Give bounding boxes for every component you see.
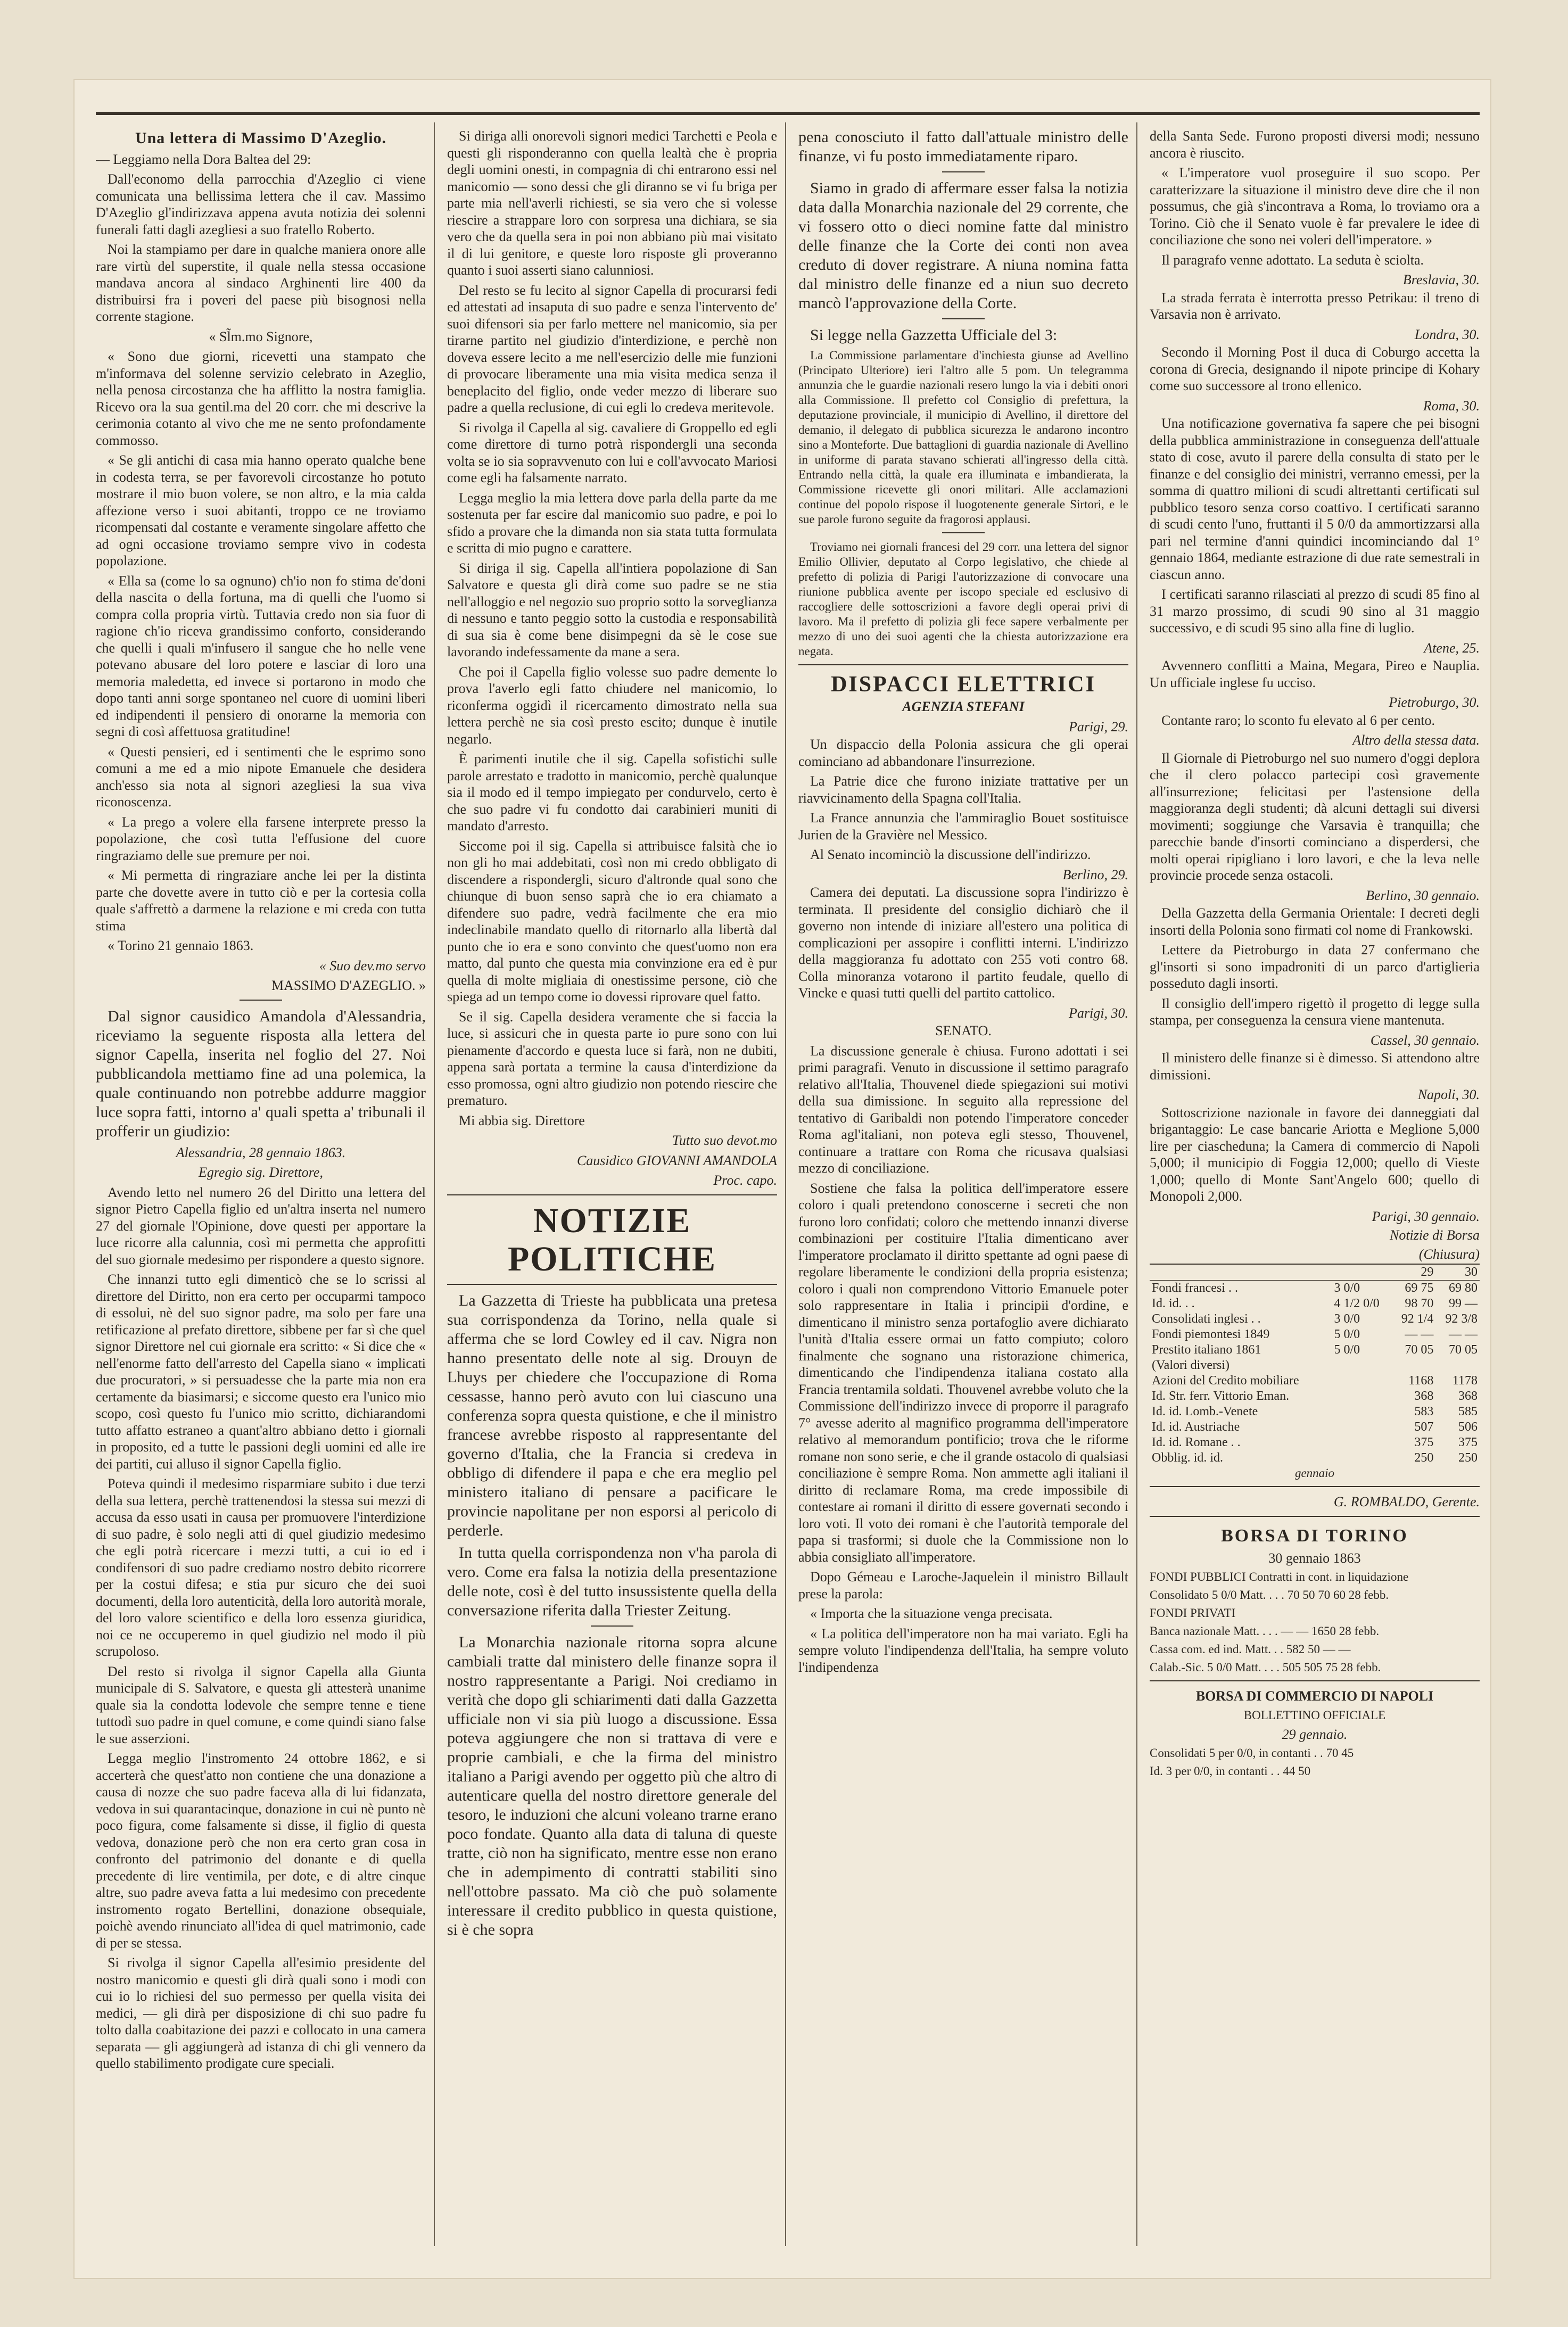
paragraph: pena conosciuto il fatto dall'attuale ministro delle finanze, vi fu posto immediatamente riparo.	[798, 128, 1128, 165]
dateline: Londra, 30.	[1414, 326, 1480, 342]
subheading: SENATO.	[935, 1023, 992, 1038]
paragraph: Poteva quindi il medesimo risparmiare subito i due terzi della sua lettera, perchè trattenendosi la stessa sui mezzi di accusa da esso usati in causa per promuovere l'interdizione di suo padre, è solo negli atti di quel giudizio medesimo che egli potrà ricercare i mezzi tutti, a cui io ed i condifensori di suo padre crediamo nostro debito ricorrere per la costui difesa; e stia pur sicuro che dei suoi documenti, della loro autenticità, della loro autorità morale, del loro valore scientifico e della loro essenza giuridica, noi ce ne occuperemo in quel giudizio nel modo il più scrupoloso.	[96, 1476, 426, 1659]
column-rule	[785, 122, 786, 2246]
dateline: Atene, 25.	[1424, 640, 1480, 656]
paragraph: Un dispaccio della Polonia assicura che gli operai cominciano ad abbandonare l'insurrezione.	[798, 737, 1128, 769]
paragraph: Avendo letto nel numero 26 del Diritto una lettera del signor Pietro Capella figlio ed un'altra inserta nel numero 27 del giornale l'Opinione, dove questi per apportare la luce ricorre alla calunnia, così mi permetta che approfitti del suo giornale medesimo per rispondere a questo signore.	[96, 1184, 426, 1267]
paragraph: Dall'economo della parrocchia d'Azeglio ci viene comunicata una bellissima lettera che il cav. Massimo D'Azeglio gl'indirizzava appena avuta notizia dei solenni funerali fatti dagli azegliesi a suo fratello Roberto.	[96, 171, 426, 237]
paragraph: « Ella sa (come lo sa ognuno) ch'io non fo stima de'doni della nascita o della fortuna, ma di quelli che l'uomo si compra colla propria virtù. Tuttavia credo non sia fuor di ragione ch'io riceva grandissimo conforto, considerando che quelli i quali m'infusero il sangue che ho nelle vene potevano abusare del loro potere e lasciar di loro una memoria maledetta, ed invece si portarono in modo che dopo tanti anni sorge spontaneo nel cuore di uomini liberi ed indipendenti il pensiero di onorarne la memoria con segni di così affettuosa gratitudine!	[96, 573, 426, 739]
top-rule	[96, 112, 1480, 115]
paragraph: Siccome poi il sig. Capella si attribuisce falsità che io non gli ho mai addebitati, così non mi credo obbligato di discendere a rispondergli, sicuro d'altronde qual sono che chiunque di buon senso saprà che io era chiamato a difendere suo padre, vedrà facilmente che era mio indeclinabile mandato quello di ritornarlo alla libertà dal punto che io era e sono convinto che quest'uomo non era matto, dal punto che questa mia convinzione era ed è pur quella di molte migliaia di onestissime persone, ciò che spiega ad un tempo come io dovessi riprovare quel fatto.	[447, 838, 777, 1004]
section-heading: NOTIZIE POLITICHE	[507, 1201, 717, 1278]
napoli-date: 29 gennaio.	[1282, 1726, 1348, 1742]
table-cell	[1332, 1404, 1391, 1420]
paragraph: La Monarchia nazionale ritorna sopra alcune cambiali tratte dal ministero delle finanze sopra il nostro rappresentante a Parigi. Noi crediamo in verità che dopo gli schiarimenti dati dalla Gazzetta ufficiale non vi sia più luogo a discussione. Essa poteva aggiungere che non si trattava di vere e proprie cambiali, e che la firma del ministro italiano a Parigi avendo per oggetto più che altro di autenticare quella del nostro direttore generale del tesoro, le induzioni che alcuni voleano trarne erano poco fondate. Quanto alla data di taluna di queste tratte, ciò non ha significato, mentre esse non erano che in adempimento di contratti stabiliti sino nell'ottobre passato. Ma ciò che può solamente interessare il credito pubblico in questa quistione, si è che sopra	[447, 1633, 777, 1938]
separator	[591, 1625, 633, 1627]
signature: Tutto suo devot.mo	[672, 1133, 777, 1148]
table-cell	[1332, 1264, 1391, 1281]
paragraph: Il consiglio dell'impero rigettò il progetto di legge sulla stampa, per conseguenza la censura viene mantenuta.	[1150, 995, 1480, 1028]
paragraph: Legga meglio la mia lettera dove parla della parte da me sostenuta per far escire dal manicomio suo padre, e poi lo sfido a provare che la dimanda non sia stata tutta formulata e scritta di mio pugno e carattere.	[447, 490, 777, 556]
column-4	[1150, 128, 1480, 2246]
napoli-row: Id. 3 per 0/0, in contanti . . 44 50	[1150, 1764, 1311, 1778]
separator	[240, 1000, 282, 1001]
paragraph: Si diriga alli onorevoli signori medici Tarchetti e Peola e questi gli risponderanno con quella lealtà che è propria degli uomini onesti, in compagnia di chi entrarono essi nel manicomio — sono dessi che gli diranno se vi fu briga per parte mia nell'averli richiesti, se sia vero che si volesse riescire a strappare loro con sorpresa una dichiara, se sia vero che da quella sera in poi non abbiano più mai visitato il di lui genitore, e queste loro risposte gli proveranno quanto i suoi asserti siano calunniosi.	[447, 128, 777, 278]
paragraph: Mi abbia sig. Direttore	[459, 1112, 585, 1128]
paragraph: Sottoscrizione nazionale in favore dei danneggiati dal brigantaggio: Le case bancarie Ariotta e Meglione 5,000 lire per ciascheduna; la Camera di commercio di Napoli 5,000; il municipio di Foggia 12,000; quello di Vieste 1,000; quello di Monte Sant'Angelo 600; quello di Monopoli 2,000.	[1150, 1104, 1480, 1204]
table-cell: Id. id. . .	[1152, 1297, 1195, 1310]
table-cell: — —	[1449, 1327, 1478, 1341]
table-cell: Obblig. id. id.	[1152, 1451, 1224, 1465]
paragraph: Dopo Gémeau e Laroche-Jaquelein il ministro Billault prese la parola:	[798, 1569, 1128, 1602]
borsa-row: Consolidato 5 0/0 Matt. . . . 70 50 70 60 28 febb.	[1150, 1588, 1389, 1602]
paragraph: In tutta quella corrispondenza non v'ha parola di vero. Come era falsa la notizia della presentazione delle note, così è del tutto insussistente quella della conversazione riferita dalla Triester Zeitung.	[447, 1544, 777, 1619]
table-cell: Azioni del Credito mobiliare	[1152, 1374, 1299, 1388]
table-cell: 30	[1465, 1265, 1478, 1279]
paragraph: Sostiene che falsa la politica dell'imperatore essere coloro i quali pretendono conoscerne i secreti che non furono loro confidati; coloro che mettendo innanzi diverse combinazioni per costituire l'Italia dimenticano aver l'imperatore proclamato il diritto spettante ad ogni paese di regolare liberamente le condizioni della propria esistenza; coloro i quali non comprendono Vittorio Emanuele poter solo rappresentare in Italia i principii d'ordine, e dimenticano il ministro senza portafoglio avere dichiarato l'unità d'Italia essere ormai un fatto compiuto; coloro finalmente che sognano una ristorazione chimerica, dimenticando che l'indipendenza italiana costato alla Francia trentamila soldati. Thouvenel avrebbe voluto che la Commissione dell'indirizzo invece di proporre il paragrafo 7° avesse aderito al magnifico programma dell'imperatore relativo al memorandum pontificio; trova che le riforme romane non sono serie, e che il grande ostacolo di qualsiasi conciliazione è sempre Roma. Non ammette agli italiani il diritto di reclamare Roma, ma crede impossibile di contestare ai romani il diritto di essere governati secondo i loro voti. Il voto dei romani è che l'autorità temporale del papa si trasformi; si duole che la Commissione non lo abbia consigliato all'imperatore.	[798, 1180, 1128, 1565]
table-cell: 583	[1414, 1405, 1434, 1418]
table-row	[1150, 1450, 1480, 1466]
paragraph: Della Gazzetta della Germania Orientale: I decreti degli insorti della Polonia sono firmati col nome di Frankowski.	[1150, 905, 1480, 938]
column-rule	[1136, 122, 1137, 2246]
column-3	[798, 128, 1128, 2246]
table-cell: (Valori diversi)	[1152, 1358, 1229, 1372]
paragraph: Che poi il Capella figlio volesse suo padre demente lo prova l'averlo egli fatto chiudere nel manicomio, lo riconferma oggidì il ricercamento dimostrato nella sua lettera perchè ne sia così presto escito; dunque è inutile negarlo.	[447, 664, 777, 747]
section-subheading: AGENZIA STEFANI	[902, 699, 1025, 714]
table-cell: 368	[1414, 1389, 1434, 1403]
table-cell: 99 —	[1449, 1297, 1478, 1310]
table-cell: Prestito italiano 1861	[1152, 1343, 1261, 1357]
paragraph: « Importa che la situazione venga precisata.	[810, 1606, 1053, 1621]
paragraph: La Commissione parlamentare d'inchiesta giunse ad Avellino (Principato Ulteriore) ieri l'altro alle 5 pom. Un telegramma annunzia che le guardie nazionali resero lungo la via i debiti onori alla Commissione. Il prefetto col Consiglio di prefettura, la deputazione provinciale, il municipio di Avellino, il direttore del demanio, il delegato di pubblica sicurezza le andarono incontro sino a Monteforte. Due battaglioni di guardia nazionale di Avellino in uniforme di parata stavano schierati all'ingresso della città. Entrando nella città, la quale era illuminata e imbandierata, la Commissione ricevette gli onori militari. Alle acclamazioni continue del popolo rispose il luogotenente generale Sirtori, e le sue parole furono seguite da fragorosi applausi.	[798, 349, 1128, 526]
table-cell	[1392, 1358, 1436, 1373]
table-cell: Id. id. Romane . .	[1152, 1435, 1241, 1449]
paragraph: Camera dei deputati. La discussione sopra l'indirizzo è terminata. Il presidente del consiglio dichiarò che il governo non intende di iniziare all'estero una politica di complicazioni per assopire i conflitti interni. L'indirizzo della maggioranza fu adottato con 255 voti contro 68. Colla minoranza votarono il partito feudale, quello di Vincke e quasi tutti quelli del partito cattolico.	[798, 885, 1128, 1001]
paragraph: Se il sig. Capella desidera veramente che si faccia la luce, si assicuri che in questa parte io pure sono con lui pienamente d'accordo e questa luce si farà, non ne dubiti, appena sarà portata a termine la causa d'interdizione da esso promossa, ogni altro giudizio non potendo riescire che prematuro.	[447, 1009, 777, 1108]
paragraph: Del resto si rivolga il signor Capella alla Giunta municipale di S. Salvatore, e questa gli attesterà unanime quale sia la condotta lodevole che sempre tenne e tiene tuttodì suo padre in quel comune, e come quindi siano false le sue asserzioni.	[96, 1663, 426, 1746]
column-2	[447, 128, 777, 2246]
table-row	[1150, 1420, 1480, 1435]
table-cell	[1332, 1373, 1391, 1389]
table-cell: 375	[1458, 1435, 1478, 1449]
paragraph: della Santa Sede. Furono proposti diversi modi; nessuno ancora è riuscito.	[1150, 128, 1480, 161]
table-row	[1150, 1281, 1480, 1297]
dateline: Altro della stessa data.	[1352, 732, 1480, 748]
table-cell: 4 1/2 0/0	[1334, 1297, 1380, 1310]
paragraph: « Se gli antichi di casa mia hanno operato qualche bene in codesta terra, se per favorevoli circostanze ho potuto mostrare il mio buon volere, se non altro, e la mia calda affezione verso i suoi abitanti, troppo ce ne troviamo ricompensati dal costante e veramente singolare affetto che ad ogni occasione troviamo sempre vivo in codesta popolazione.	[96, 452, 426, 568]
paragraph: Noi la stampiamo per dare in qualche maniera onore alle rare virtù del superstite, il quale nella stessa occasione mandava ancora al sindaco Arghinenti lire 400 da distribuirsi fra i poveri del paese più bisognosi nella corrente stagione.	[96, 242, 426, 324]
table-cell: Id. id. Lomb.-Venete	[1152, 1405, 1258, 1418]
paragraph: La France annunzia che l'ammiraglio Bouet sostituisce Jurien de la Gravière nel Messico.	[798, 810, 1128, 843]
paragraph: Si diriga il sig. Capella all'intiera popolazione di San Salvatore e questa gli dirà come suo padre se ne stia nell'alloggio e nel negozio suo proprio sotto la sorveglianza di nessuno e tanto peggio sotto la custodia e responsabilità di sua sia è come bene disimpegni da sè le cose sue lavorando indefessamente da mane a sera.	[447, 560, 777, 659]
paragraph: « La prego a volere ella farsene interprete presso la popolazione, che così tutta l'effusione del cuore ringraziamo delle sue premure per noi.	[96, 814, 426, 863]
table-cell: 70 05	[1449, 1343, 1478, 1357]
paragraph: « L'imperatore vuol proseguire il suo scopo. Per caratterizzare la situazione il ministro deve dire che il non possumus, che già s'incontrava a Roma, lo troviamo ora a Torino. Ciò che il Senato vuole è far prevalere le idee di conciliazione che sono nei voleri dell'imperatore. »	[1150, 165, 1480, 247]
paragraph: È parimenti inutile che il sig. Capella sofistichi sulle parole arrestato e tradotto in manicomio, perchè qualunque sia il modo ed il tempo impiegato per condurvelo, certo è che suo padre vi fu condotto dai carabinieri muniti di mandato d'arresto.	[447, 751, 777, 834]
table-cell: 70 05	[1405, 1343, 1434, 1357]
signature: Proc. capo.	[713, 1173, 777, 1188]
borsa-row: Cassa com. ed ind. Matt. . . 582 50 — —	[1150, 1643, 1351, 1656]
paragraph: Lettere da Pietroburgo in data 27 confermano che gl'insorti si sono impadroniti di un parco d'artiglieria posseduto dagli insorti.	[1150, 942, 1480, 991]
paragraph: Il ministero delle finanze si è dimesso. Si attendono altre dimissioni.	[1150, 1050, 1480, 1083]
table-row	[1150, 1435, 1480, 1450]
borsa-row: FONDI PUBBLICI Contratti in cont. in liquidazione	[1150, 1570, 1409, 1583]
table-cell	[1150, 1264, 1332, 1281]
table-cell: 69 75	[1405, 1281, 1434, 1295]
paragraph: « La politica dell'imperatore non ha mai variato. Egli ha sempre voluto l'indipendenza dell'Italia, ha sempre voluto l'indipendenza	[798, 1625, 1128, 1675]
paragraph: I certificati saranno rilasciati al prezzo di scudi 85 fino al 31 marzo prossimo, di scudi 90 sino al 31 maggio successivo, e di scudi 95 sino alla fine di luglio.	[1150, 587, 1480, 636]
table-cell: Id. id. Austriache	[1152, 1420, 1240, 1434]
table-cell: 585	[1458, 1405, 1478, 1418]
paragraph: Si rivolga il Capella al sig. cavaliere di Groppello ed egli come direttore di turno potrà rispondergli una seconda volta se io sia sopravvenuto con lui e coll'avvocato Mariosi come egli ha falsamente narrato.	[447, 419, 777, 485]
signature: MASSIMO D'AZEGLIO. »	[271, 978, 426, 993]
paragraph: La discussione generale è chiusa. Furono adottati i sei primi paragrafi. Venuto in discussione il settimo paragrafo relativo all'Italia, Thouvenel diede spiegazioni sui motivi della sua dimissione. In seguito alla repressione del tentativo di Garibaldi non potendo l'imperatore conceder Roma agl'italiani, non poteva egli stesso, Thouvenel, continuare a trattare con Roma che ricusava qualsiasi mezzo di conciliazione.	[798, 1043, 1128, 1176]
paragraph: « Sono due giorni, ricevetti una stampato che m'informava del solenne servizio celebrato in Azeglio, nella penosa circostanza che ha afflitto la nostra famiglia. Ricevo ora la sua gentil.ma del 20 corr. che mi descrive la cerimonia cotanto al vivo che me ne sento profondamente commosso.	[96, 349, 426, 448]
dateline: Pietroburgo, 30.	[1389, 695, 1480, 710]
table-cell: 507	[1414, 1420, 1434, 1434]
table-cell: 69 80	[1449, 1281, 1478, 1295]
article-title: Una lettera di Massimo D'Azeglio.	[135, 129, 387, 147]
table-row	[1150, 1404, 1480, 1420]
dateline: Napoli, 30.	[1417, 1087, 1480, 1102]
paragraph: Si rivolga il signor Capella all'esimio presidente del nostro manicomio e questi gli dirà quali sono i modi con cui io lo richiesi del suo permesso per quella visita dei medici, — gli dirà per disposizione di chi suo padre fu tolto dalla coabitazione dei pazzi e collocato in una camera separata — gli aggiungerà ad istanza di chi gli vennero da quello stabilimento prodigate cure speciali.	[96, 1955, 426, 2071]
paragraph: La strada ferrata è interrotta presso Petrikau: il treno di Varsavia non è arrivato.	[1150, 290, 1480, 322]
dateline: Berlino, 30 gennaio.	[1366, 887, 1480, 903]
table-cell: 250	[1458, 1451, 1478, 1465]
paragraph: Si legge nella Gazzetta Ufficiale del 3:	[810, 326, 1058, 344]
table-cell: 92 1/4	[1401, 1312, 1434, 1326]
table-cell: 1168	[1408, 1374, 1434, 1388]
paragraph: Una notificazione governativa fa sapere che pei bisogni della pubblica amministrazione in conseguenza dell'attuale stato di cose, avuto il parere della consulta di stato per le finanze e del consiglio dei ministri, verranno emessi, per la somma di quattro milioni di scudi altrettanti certificati sul pubblico tesoro senza corso coattivo. I certificati saranno di scudi cento l'uno, fruttanti il 5 0/0 da ammortizzarsi alla pari nel termine d'anni quindici incominciando dal 1° gennaio 1864, mediante estrazione di due rate semestrali in ciascun anno.	[1150, 416, 1480, 582]
bourse-rows	[1150, 1281, 1480, 1466]
dateline: Parigi, 30 gennaio.	[1372, 1208, 1480, 1224]
bourse-table	[1150, 1264, 1480, 1466]
paragraph: Troviamo nei giornali francesi del 29 corr. una lettera del signor Emilio Ollivier, deputato al Corpo legislativo, che chiede al prefetto di polizia di Parigi l'autorizzazione di convocare una riunione pubblica avente per iscopo speciale ed esclusivo di raccogliere delle sottoscrizioni a favore degli operai privi di lavoro. Ma il prefetto di polizia gli fece sapere verbalmente per mezzo di uno dei suoi agenti che la chiesta autorizzazione era negata.	[798, 540, 1128, 658]
paragraph: Il paragrafo venne adottato. La seduta è sciolta.	[1161, 252, 1424, 268]
table-header	[1150, 1264, 1480, 1281]
paragraph: « Questi pensieri, ed i sentimenti che le esprimo sono comuni a me ed a mio nipote Emanuele che desidera anch'esso sia nota al signori azegliesi la sua viva riconoscenza.	[96, 744, 426, 810]
separator	[1150, 1680, 1480, 1681]
paragraph: Del resto se fu lecito al signor Capella di procurarsi fedi ed attestati ad insaputa di suo padre e senza l'intervento de' suoi difensori sia per farlo mettere nel manicomio, sia per tirarne partito nel giudizio d'interdizione, e perchè non doveva essere lecito a me nell'esercizio delle mie funzioni di provocare liberamente una mia visita medica senza il beneplacito del figlio, onde veder mezzo di liberare suo padre a quella reclusione, di cui egli lo credeva meritevole.	[447, 282, 777, 415]
table-cell: 29	[1421, 1265, 1434, 1279]
table-cell	[1332, 1435, 1391, 1450]
paragraph: Che innanzi tutto egli dimenticò che se lo scrissi al direttore del Diritto, non era certo per occuparmi tampoco di essolui, nè del suo signor padre, ma solo per fare una retificazione al prefato direttore, sibbene per far sì che quel signor Direttore nel cui giornale era scritto: « Si dice che « nell'enorme fatto dell'arresto del Capella siano « implicati due procuratori, » si persuadesse che la parte mia non era certamente da biasimarsi; e siccome questo era l'unico mio scopo, così questo fu l'unico mio scritto, dichiarandomi tutto affatto estraneo a quant'altro abbiano detto i giornali in proposito, ed a tutte le passioni degli uomini ed alle ire dei partiti, cui alluso il signor Capella figlio.	[96, 1272, 426, 1472]
table-cell	[1332, 1358, 1391, 1373]
borsa-title: BORSA DI TORINO	[1221, 1525, 1408, 1546]
separator	[798, 664, 1128, 665]
table-row	[1150, 1373, 1480, 1389]
table-cell	[1332, 1450, 1391, 1466]
table-cell	[1332, 1420, 1391, 1435]
separator	[942, 532, 985, 533]
table-cell: — —	[1405, 1327, 1434, 1341]
paragraph: Siamo in grado di affermare esser falsa la notizia data dalla Monarchia nazionale del 29 corrente, che vi fossero otto o dieci nomine fatte dal ministro delle finanze che la Corte dei conti non avea creduto di dover registrare. A niuna nomina fatta dal ministro delle finanze ed a niun suo decreto mancò l'approvazione della Corte.	[798, 179, 1128, 312]
bourse-subtitle: (Chiusura)	[1418, 1246, 1480, 1262]
napoli-title: BORSA DI COMMERCIO DI NAPOLI	[1195, 1688, 1434, 1704]
table-cell: 5 0/0	[1334, 1343, 1360, 1357]
column-rule	[434, 122, 435, 2246]
separator	[447, 1284, 777, 1285]
paragraph: Il Giornale di Pietroburgo nel suo numero d'oggi deplora che il clero polacco partecipi così gravemente all'insurrezione; felicitasi per l'astensione della maggioranza degli studenti; dà alcuni dettagli sui diversi movimenti; soggiunge che Varsavia è tranquilla; che parecchie bande d'insorti cominciano a disperdersi, che molti operai ripigliano i loro lavori, e che la leva nelle provincie procede senza ostacoli.	[1150, 750, 1480, 883]
paragraph: « Torino 21 gennaio 1863.	[108, 938, 254, 953]
dateline: Berlino, 29.	[1062, 867, 1128, 882]
borsa-row: Calab.-Sic. 5 0/0 Matt. . . . 505 505 75 28 febb.	[1150, 1661, 1381, 1674]
borsa-row: FONDI PRIVATI	[1150, 1606, 1236, 1620]
borsa-date: 30 gennaio 1863	[1268, 1550, 1361, 1566]
paragraph: — Leggiamo nella Dora Baltea del 29:	[96, 151, 311, 167]
table-cell: 368	[1458, 1389, 1478, 1403]
paragraph: Al Senato incominciò la discussione dell'indirizzo.	[810, 847, 1091, 862]
table-row	[1150, 1342, 1480, 1358]
table-cell: 5 0/0	[1334, 1327, 1360, 1341]
separator	[447, 1194, 777, 1195]
table-cell	[1332, 1389, 1391, 1404]
paragraph: Legga meglio l'instromento 24 ottobre 1862, e si accerterà che quest'atto non contiene che una donazione a causa di nozze che suo padre faceva alla di lui fidanzata, vedova in sui quarantacinque, donazione in cui nè punto nè poco figura, come falsamente si disse, il figlio di questa vedova, donazione però che non era certo gran cosa in confronto del patrimonio del donante e di quella precedente di lire ventimila, per dote, e di altre cinque altre, suo padre aveva fatta a lui medesimo con precedente instromento rogato Bertellini, donazione obsequiale, poichè avendo rinunciato all'idea di quel matrimonio, cade di per se stessa.	[96, 1751, 426, 1951]
column-1	[96, 128, 426, 2246]
paragraph: Contante raro; lo sconto fu elevato al 6 per cento.	[1161, 712, 1435, 728]
table-cell: Fondi francesi . .	[1152, 1281, 1238, 1295]
table-row	[1150, 1311, 1480, 1327]
table-cell: Consolidati inglesi . .	[1152, 1312, 1261, 1326]
salutation: Egregio sig. Direttore,	[199, 1165, 323, 1180]
table-cell: 250	[1414, 1451, 1434, 1465]
separator	[942, 171, 985, 172]
signature: « Suo dev.mo servo	[319, 958, 426, 973]
dateline: Breslavia, 30.	[1402, 272, 1480, 287]
table-cell: 3 0/0	[1334, 1312, 1360, 1326]
paragraph: « Mi permetta di ringraziare anche lei per la distinta parte che dovette avere in tutto ciò e per la cortesia colla quale s'affrettò a darmene la relazione e mi creda con tutta stima	[96, 868, 426, 934]
separator	[1150, 1486, 1480, 1487]
napoli-row: Consolidati 5 per 0/0, in contanti . . 70 45	[1150, 1746, 1354, 1760]
table-cell	[1435, 1358, 1480, 1373]
table-cell: 98 70	[1405, 1297, 1434, 1310]
bourse-title: Notizie di Borsa	[1389, 1227, 1480, 1243]
dateline: Parigi, 30.	[1069, 1005, 1128, 1021]
table-cell: 1178	[1452, 1374, 1478, 1388]
table-cell: 375	[1414, 1435, 1434, 1449]
table-cell: 506	[1458, 1420, 1478, 1434]
paragraph: La Gazzetta di Trieste ha pubblicata una pretesa sua corrispondenza da Torino, nella quale si afferma che se lord Cowley ed il cav. Nigra non hanno presentato delle note al sig. Drouyn de Lhuys per chiedere che l'occupazione di Roma cessasse, hanno però avuto con lui ciascuno una conferenza sopra questa quistione, e che il ministro francese avrebbe risposto al rappresentante del governo d'Italia, che la Francia si credeva in obbligo di difendere il papa e che era meglio pel ministero italiano di pensare a pacificare le provincie napolitane per non esporsi al pericolo di perderle.	[447, 1291, 777, 1539]
table-month: gennaio	[1294, 1466, 1335, 1480]
paragraph: Secondo il Morning Post il duca di Coburgo accetta la corona di Grecia, designando il nipote principe di Kohary come suo successore al trono ellenico.	[1150, 344, 1480, 393]
section-heading: DISPACCI ELETTRICI	[831, 672, 1096, 697]
dateline: Parigi, 29.	[1069, 719, 1128, 735]
table-row	[1150, 1327, 1480, 1342]
separator	[942, 318, 985, 319]
dateline: Cassel, 30 gennaio.	[1370, 1032, 1480, 1048]
salutation: « Sl̃m.mo Signore,	[209, 328, 313, 344]
table-cell: Id. Str. ferr. Vittorio Eman.	[1152, 1389, 1290, 1403]
signature: Causidico GIOVANNI AMANDOLA	[576, 1152, 777, 1168]
paragraph: Dal signor causidico Amandola d'Alessandria, riceviamo la seguente risposta alla lettera del signor Capella, inserita nel foglio del 27. Noi pubblicandola mettiamo fine ad una polemica, la quale continuando non potrebbe addurre maggior luce sopra fatti, intorno a' quali spetta a' tribunali il profferir un giudizio:	[96, 1007, 426, 1140]
napoli-subtitle: BOLLETTINO OFFICIALE	[1243, 1708, 1386, 1722]
table-row	[1150, 1358, 1480, 1373]
dateline: Roma, 30.	[1423, 398, 1480, 414]
newspaper-page	[75, 80, 1490, 2278]
table-cell: 3 0/0	[1334, 1281, 1360, 1295]
gerente: G. ROMBALDO, Gerente.	[1333, 1494, 1480, 1509]
table-row	[1150, 1296, 1480, 1311]
separator	[1150, 1516, 1480, 1517]
paragraph: Avvennero conflitti a Maina, Megara, Pireo e Nauplia. Un ufficiale inglese fu ucciso.	[1150, 658, 1480, 690]
borsa-row: Banca nazionale Matt. . . . — — 1650 28 febb.	[1150, 1624, 1380, 1638]
dateline: Alessandria, 28 gennaio 1863.	[176, 1144, 346, 1160]
paragraph: La Patrie dice che furono iniziate trattative per un riavvicinamento della Spagna coll'Italia.	[798, 773, 1128, 806]
table-cell: 92 3/8	[1445, 1312, 1478, 1326]
table-row	[1150, 1389, 1480, 1404]
table-cell: Fondi piemontesi 1849	[1152, 1327, 1270, 1341]
